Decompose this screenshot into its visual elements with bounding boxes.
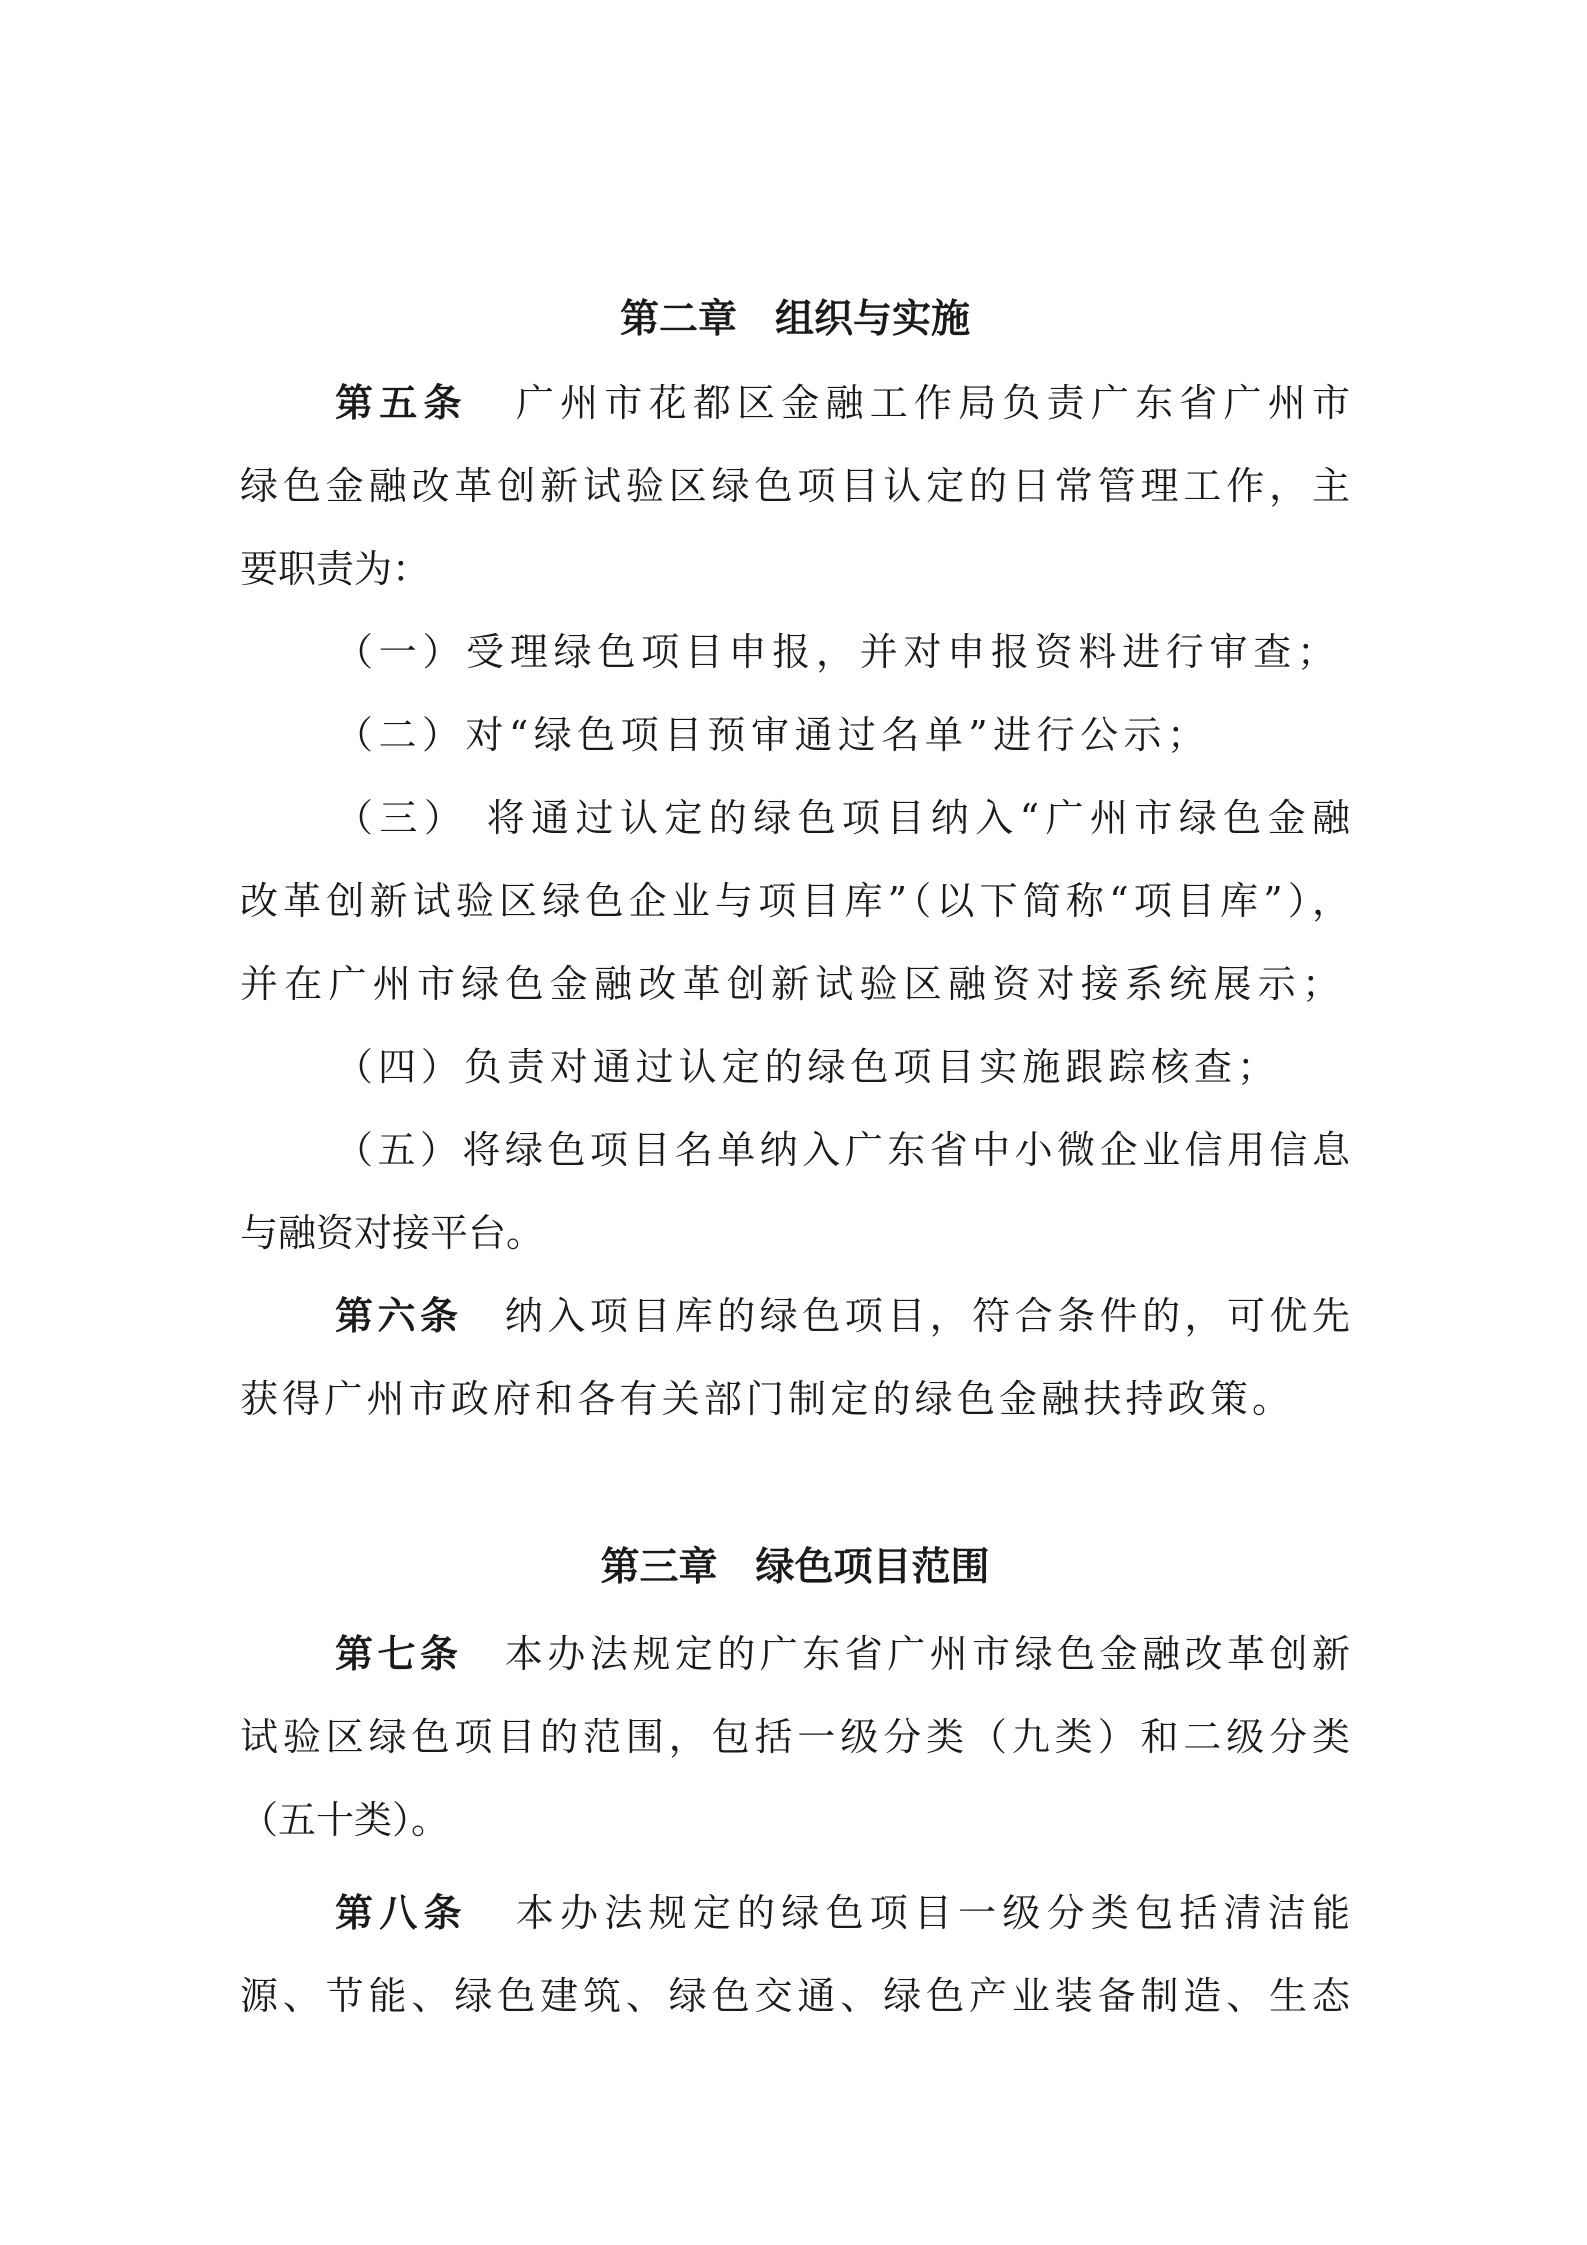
article-5-line-2: 绿色金融改革创新试验区绿色项目认定的日常管理工作，主 (240, 464, 1350, 508)
chapter-2-number: 第二章 (619, 297, 737, 342)
article-8-line-2: 源、节能、绿色建筑、绿色交通、绿色产业装备制造、生态 (240, 1974, 1350, 2018)
article-5-item-5-line-1: （五）将绿色项目名单纳入广东省中小微企业信用信息 (335, 1128, 1350, 1172)
article-5-item-2: （二）对“绿色项目预审通过名单”进行公示； (335, 713, 1205, 757)
article-6-label: 第六条 (335, 1294, 463, 1338)
article-6-line-2: 获得广州市政府和各有关部门制定的绿色金融扶持政策。 (240, 1377, 1290, 1421)
chapter-2-heading (240, 290, 1350, 350)
article-7-line-1: 第七条 本办法规定的广东省广州市绿色金融改革创新 (335, 1632, 1350, 1676)
article-5-item-1: （一）受理绿色项目申报，并对申报资料进行审查； (335, 630, 1335, 674)
article-7-label: 第七条 (335, 1632, 463, 1676)
article-6-line-1: 第六条 纳入项目库的绿色项目，符合条件的，可优先 (335, 1294, 1350, 1338)
article-7-line-2: 试验区绿色项目的范围，包括一级分类（九类）和二级分类 (240, 1715, 1350, 1759)
article-5-line-1: 第五条 广州市花都区金融工作局负责广东省广州市 (335, 381, 1350, 425)
article-5-item-5-line-2: 与融资对接平台。 (240, 1211, 545, 1255)
chapter-3-title: 绿色项目范围 (755, 1545, 990, 1590)
chapter-3-heading (240, 1538, 1350, 1598)
article-8-label: 第八条 (335, 1891, 468, 1935)
article-5-line-3: 要职责为： (240, 547, 431, 591)
article-5-item-3-line-1: （三） 将通过认定的绿色项目纳入“广州市绿色金融 (335, 796, 1350, 840)
article-7-line-3: （五十类）。 (240, 1798, 450, 1842)
chapter-3-number: 第三章 (600, 1545, 718, 1590)
article-8-line-1: 第八条 本办法规定的绿色项目一级分类包括清洁能 (335, 1891, 1350, 1935)
article-5-item-3-line-3: 并在广州市绿色金融改革创新试验区融资对接系统展示； (240, 962, 1340, 1006)
chapter-2-title: 组织与实施 (775, 297, 971, 342)
article-5-label: 第五条 (335, 381, 468, 425)
article-5-item-3-line-2: 改革创新试验区绿色企业与项目库”（以下简称“项目库”）， (240, 879, 1350, 923)
article-5-item-4: （四）负责对通过认定的绿色项目实施跟踪核查； (335, 1045, 1275, 1089)
